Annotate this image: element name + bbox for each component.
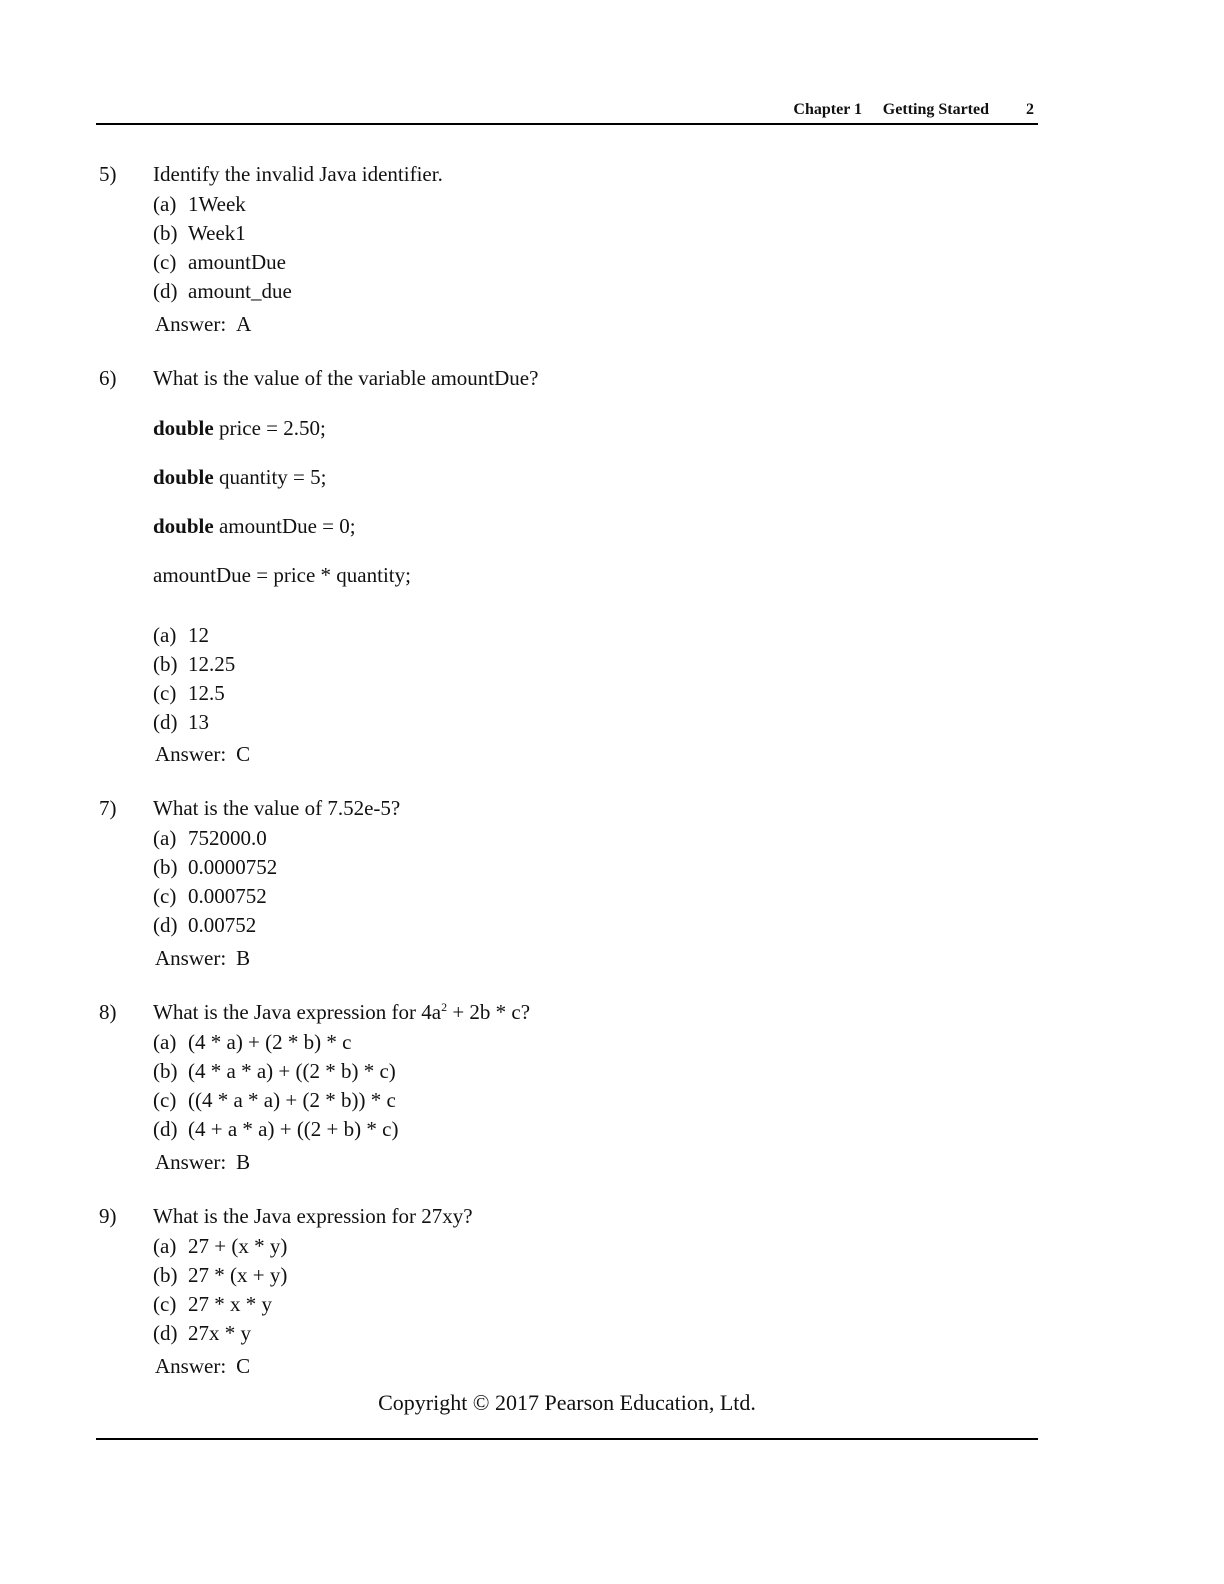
- page-header: [96, 99, 1038, 125]
- options-list: [153, 1028, 398, 1144]
- answer-line: [155, 740, 250, 769]
- option: [153, 1290, 287, 1319]
- answer-value: C: [236, 742, 251, 766]
- option-text: (4 * a * a) + ((2 * b) * c): [188, 1059, 396, 1083]
- option-text: 0.000752: [188, 884, 267, 908]
- code-text: amountDue = price * quantity;: [153, 563, 411, 587]
- question-stem: What is the Java expression for 27xy?: [153, 1204, 473, 1228]
- option-letter: (b): [153, 1263, 178, 1287]
- options-list: [153, 190, 292, 306]
- question-number: 6): [99, 366, 117, 390]
- code-keyword: double: [153, 514, 214, 538]
- copyright-notice: Copyright © 2017 Pearson Education, Ltd.: [378, 1390, 756, 1415]
- option-text: 27 + (x * y): [188, 1234, 288, 1258]
- stem-text: + 2b * c?: [447, 1000, 531, 1024]
- option-letter: (c): [153, 1088, 177, 1112]
- chapter-label: Chapter 1: [793, 101, 862, 118]
- question-number: 5): [99, 162, 117, 186]
- chapter-title: Getting Started: [882, 101, 989, 118]
- code-line: [153, 512, 356, 541]
- code-line: [153, 561, 411, 590]
- option: [153, 708, 235, 737]
- answer-value: B: [236, 946, 251, 970]
- answer-label: Answer:: [155, 1354, 227, 1378]
- option-text: ((4 * a * a) + (2 * b)) * c: [188, 1088, 396, 1112]
- option: [153, 882, 277, 911]
- code-text: quantity = 5;: [213, 465, 327, 489]
- code-keyword: double: [153, 416, 214, 440]
- option-letter: (b): [153, 221, 178, 245]
- question-stem: What is the value of 7.52e-5?: [153, 796, 401, 820]
- options-list: [153, 621, 235, 737]
- option: [153, 679, 235, 708]
- option: [153, 824, 277, 853]
- option-letter: (a): [153, 192, 177, 216]
- option: [153, 1028, 398, 1057]
- answer-value: B: [236, 1150, 251, 1174]
- option-text: (4 * a) + (2 * b) * c: [188, 1030, 352, 1054]
- option: [153, 1086, 398, 1115]
- option-text: 27x * y: [188, 1321, 251, 1345]
- answer-line: [155, 1352, 250, 1381]
- code-line: [153, 414, 326, 443]
- option-letter: (c): [153, 681, 177, 705]
- option-text: 27 * x * y: [188, 1292, 272, 1316]
- options-list: [153, 1232, 287, 1348]
- options-list: [153, 824, 277, 940]
- option: [153, 1115, 398, 1144]
- option-text: 12.25: [188, 652, 236, 676]
- option: [153, 1057, 398, 1086]
- question-stem: [153, 998, 530, 1027]
- option-letter: (a): [153, 826, 177, 850]
- option-letter: (d): [153, 1117, 178, 1141]
- option-text: 0.00752: [188, 913, 257, 937]
- option-text: 12.5: [188, 681, 225, 705]
- code-keyword: double: [153, 465, 214, 489]
- code-line: [153, 463, 326, 492]
- option-text: amount_due: [188, 279, 292, 303]
- option: [153, 248, 292, 277]
- option: [153, 621, 235, 650]
- option-letter: (d): [153, 913, 178, 937]
- option-text: 1Week: [188, 192, 246, 216]
- question-number: 8): [99, 1000, 117, 1024]
- option-letter: (c): [153, 250, 177, 274]
- answer-label: Answer:: [155, 312, 227, 336]
- option: [153, 1261, 287, 1290]
- option: [153, 911, 277, 940]
- option-letter: (a): [153, 1234, 177, 1258]
- option-letter: (b): [153, 1059, 178, 1083]
- option: [153, 1232, 287, 1261]
- option: [153, 277, 292, 306]
- stem-text: What is the Java expression for 4a: [153, 1000, 442, 1024]
- question-number: 7): [99, 796, 117, 820]
- option-letter: (a): [153, 1030, 177, 1054]
- option-text: (4 + a * a) + ((2 + b) * c): [188, 1117, 399, 1141]
- option-letter: (a): [153, 623, 177, 647]
- option-letter: (c): [153, 1292, 177, 1316]
- page-number: 2: [1026, 101, 1034, 118]
- option-letter: (d): [153, 710, 178, 734]
- option-text: Week1: [188, 221, 246, 245]
- option: [153, 1319, 287, 1348]
- option-letter: (c): [153, 884, 177, 908]
- option: [153, 650, 235, 679]
- option-letter: (d): [153, 279, 178, 303]
- option: [153, 190, 292, 219]
- answer-value: A: [236, 312, 252, 336]
- answer-label: Answer:: [155, 742, 227, 766]
- footer-divider: [96, 1438, 1038, 1440]
- code-text: price = 2.50;: [213, 416, 326, 440]
- option-letter: (d): [153, 1321, 178, 1345]
- option: [153, 219, 292, 248]
- option: [153, 853, 277, 882]
- code-text: amountDue = 0;: [213, 514, 356, 538]
- option-text: 0.0000752: [188, 855, 278, 879]
- question-number: 9): [99, 1204, 117, 1228]
- question-stem: What is the value of the variable amountDue?: [153, 366, 539, 390]
- answer-label: Answer:: [155, 1150, 227, 1174]
- answer-value: C: [236, 1354, 251, 1378]
- answer-line: [155, 944, 250, 973]
- stem-superscript: 2: [441, 1000, 448, 1014]
- option-text: 752000.0: [188, 826, 267, 850]
- answer-line: [155, 1148, 250, 1177]
- answer-line: [155, 310, 251, 339]
- option-text: 12: [188, 623, 209, 647]
- option-text: 13: [188, 710, 209, 734]
- option-letter: (b): [153, 652, 178, 676]
- question-stem: Identify the invalid Java identifier.: [153, 162, 443, 186]
- option-text: 27 * (x + y): [188, 1263, 288, 1287]
- option-text: amountDue: [188, 250, 286, 274]
- answer-label: Answer:: [155, 946, 227, 970]
- option-letter: (b): [153, 855, 178, 879]
